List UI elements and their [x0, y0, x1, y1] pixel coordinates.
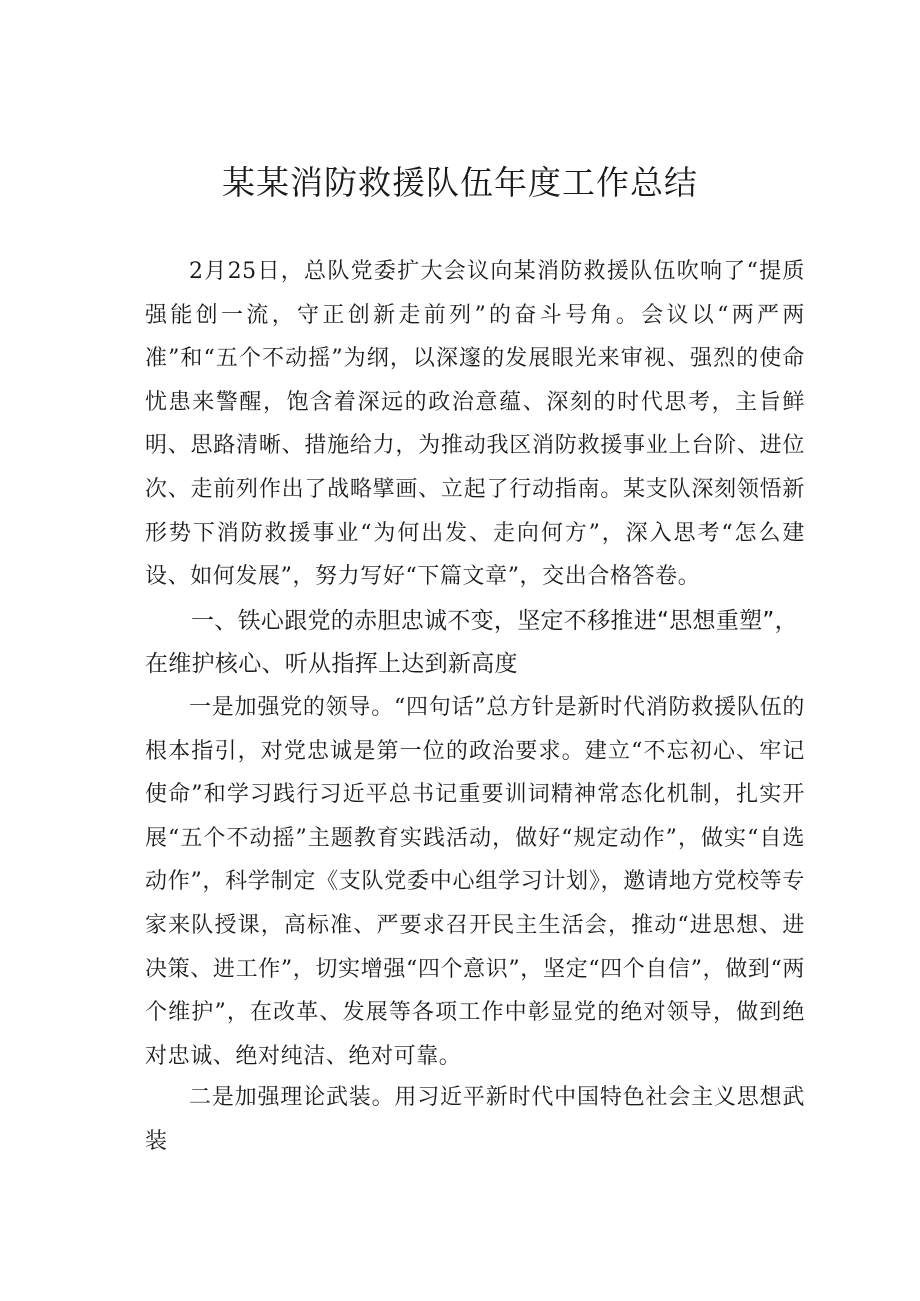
para-1-block — [145, 686, 805, 1078]
section-1-heading: 一、铁心跟党的赤胆忠诚不变，坚定不移推进“思想重塑”，在维护核心、听从指挥上达到新高度 — [145, 608, 798, 677]
document-title: 某某消防救援队伍年度工作总结 — [222, 163, 698, 202]
paragraph-2: 二是加强理论武装。用习近平新时代中国特色社会主义思想武装 — [145, 1085, 805, 1154]
paragraph-1: 一是加强党的领导。“四句话”总方针是新时代消防救援队伍的根本指引，对党忠诚是第一位的政治要求。建立“不忘初心、牢记使命”和学习践行习近平总书记重要训词精神常态化机制，扎实开展“五个不动摇”主题教育实践活动，做好“规定动作”，做实“自选动作”，科学制定《支队党委中心组学习计划》，邀请地方党校等专家来队授课，高标准、严要求召开民主生活会，推动“进思想、进决策、进工作”，切实增强“四个意识”，坚定“四个自信”，做到“两个维护”，在改革、发展等各项工作中彰显党的绝对领导，做到绝对忠诚、绝对纯洁、绝对可靠。 — [145, 695, 805, 1069]
intro-block — [145, 250, 805, 599]
intro-paragraph: 2月25日，总队党委扩大会议向某消防救援队伍吹响了“提质强能创一流，守正创新走前列”的奋斗号角。会议以“两严两准”和“五个不动摇”为纲，以深邃的发展眼光来审视、强烈的使命忧患来警醒，饱含着深远的政治意蕴、深刻的时代思考，主旨鲜明、思路清晰、措施给力，为推动我区消防救援事业上台阶、进位次、走前列作出了战略擘画、立起了行动指南。某支队深刻领悟新形势下消防救援事业“为何出发、走向何方”，深入思考“怎么建设、如何发展”，努力写好“下篇文章”，交出合格答卷。 — [145, 259, 805, 590]
section-1-block — [145, 600, 805, 686]
para-2-block — [145, 1076, 805, 1163]
